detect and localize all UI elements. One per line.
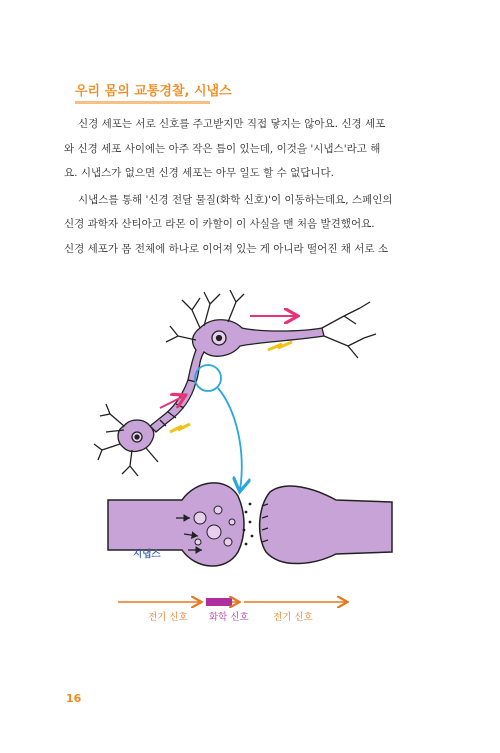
body-line: 시냅스를 통해 '신경 전달 물질(화학 신호)'이 이동하는데요, 스페인의 — [78, 193, 393, 206]
illustration-canvas — [0, 280, 500, 660]
lightning-icon — [170, 424, 190, 432]
zoom-circle — [195, 365, 221, 391]
synapse-label: 시냅스 — [133, 549, 161, 560]
lower-neuron — [94, 404, 158, 476]
body-line: 신경 세포가 몸 전체에 하나로 이어져 있는 게 아니라 떨어진 채 서로 소 — [64, 242, 389, 255]
signal-label: 전기 신호 — [273, 612, 313, 623]
neuron-synapse-illustration — [0, 280, 500, 660]
body-line: 신경 과학자 산티아고 라몬 이 카할이 이 사실을 맨 처음 발견했어요. — [64, 218, 375, 230]
lightning-icon — [268, 342, 292, 350]
body-line: 요. 시냅스가 없으면 신경 세포는 아무 일도 할 수 없답니다. — [64, 167, 335, 179]
section-heading: 우리 몸의 교통경찰, 시냅스 — [75, 84, 232, 99]
chemical-signal-bar — [206, 598, 232, 606]
signal-label: 전기 신호 — [148, 612, 188, 623]
signal-label: 화학 신호 — [209, 612, 249, 623]
heading-underline — [75, 101, 210, 104]
presynaptic-terminal — [108, 483, 244, 566]
body-text — [64, 112, 436, 261]
upper-neuron — [166, 290, 376, 382]
zoom-arrow — [218, 388, 242, 490]
postsynaptic-terminal — [260, 486, 392, 563]
page-number: 16 — [66, 692, 82, 705]
body-line: 신경 세포는 서로 신호를 주고받지만 직접 닿지는 않아요. 신경 세포 — [78, 118, 386, 130]
body-line: 와 신경 세포 사이에는 아주 작은 틈이 있는데, 이것을 '시냅스'라고 해 — [64, 142, 381, 155]
